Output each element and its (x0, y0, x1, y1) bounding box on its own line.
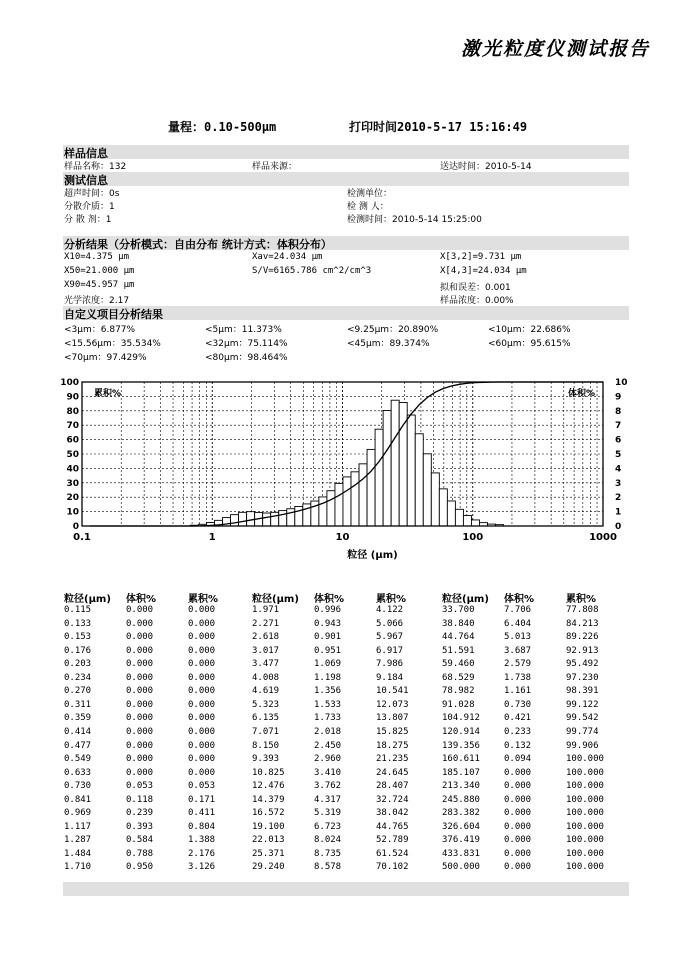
table-cell: 1.388 (188, 835, 216, 846)
table-header: 粒径(μm) (442, 594, 489, 605)
table-cell: 0.000 (126, 645, 154, 656)
custom-item: <10μm：22.686% (488, 325, 571, 335)
left-tick-label: 40 (66, 464, 79, 475)
test-time: 检测时间：2010-5-14 15:25:00 (347, 215, 482, 225)
table-cell: 9.393 (252, 754, 280, 765)
table-cell: 0.000 (188, 605, 216, 615)
left-tick-label: 0 (72, 522, 79, 532)
left-tick-label: 10 (66, 507, 79, 518)
x-axis-label: 粒径 (μm) (347, 550, 398, 561)
report-title: 激光粒度仪测试报告 (460, 38, 650, 60)
table-cell: 5.319 (314, 808, 342, 819)
table-cell: 68.529 (442, 672, 475, 683)
table-cell: 10.541 (376, 686, 409, 697)
right-tick-label: 0 (615, 522, 622, 532)
analysis-title: 分析结果（分析模式：自由分布 统计方式：体积分布） (64, 238, 332, 251)
table-cell: 1.117 (64, 821, 92, 832)
table-cell: 1.287 (64, 835, 92, 846)
volume-bar (423, 454, 431, 526)
table-cell: 326.604 (442, 821, 480, 832)
table-cell: 70.102 (376, 862, 409, 873)
table-cell: 1.161 (504, 686, 532, 697)
right-tick-label: 9 (615, 392, 622, 403)
print-time: 打印时间2010-5-17 15:16:49 (349, 120, 528, 134)
table-cell: 100.000 (566, 781, 604, 792)
table-cell: 0.000 (504, 794, 532, 805)
table-cell: 0.234 (64, 672, 92, 683)
volume-bar (455, 509, 463, 526)
table-cell: 0.730 (64, 781, 92, 792)
table-cell: 89.226 (566, 632, 599, 643)
test-person: 检 测 人： (347, 202, 389, 212)
table-cell: 78.982 (442, 686, 475, 697)
x90-value: X90=45.957 μm (64, 280, 135, 290)
table-cell: 1.198 (314, 672, 342, 683)
table-cell: 213.340 (442, 781, 480, 792)
custom-item: <60μm：95.615% (488, 339, 571, 349)
table-cell: 139.356 (442, 740, 480, 751)
table-cell: 0.393 (126, 821, 154, 832)
xav-value: Xav=24.034 μm (252, 252, 323, 262)
volume-bar (335, 483, 343, 526)
table-cell: 8.150 (252, 740, 280, 751)
volume-bar (415, 434, 423, 526)
table-cell: 120.914 (442, 726, 480, 737)
table-cell: 500.000 (442, 862, 480, 873)
table-cell: 0.000 (188, 699, 216, 710)
table-cell: 5.967 (376, 632, 404, 643)
right-tick-label: 10 (615, 378, 628, 388)
table-cell: 0.000 (188, 632, 216, 643)
table-cell: 52.789 (376, 835, 409, 846)
table-cell: 100.000 (566, 754, 604, 765)
table-cell: 0.000 (188, 754, 216, 765)
table-header: 累积% (566, 594, 597, 605)
table-cell: 0.000 (126, 713, 154, 724)
table-cell: 0.549 (64, 754, 92, 765)
custom-item: <15.56μm：35.534% (64, 339, 161, 349)
table-cell: 0.000 (126, 726, 154, 737)
x32-value: X[3,2]=9.731 μm (440, 252, 522, 262)
volume-bar (463, 515, 471, 526)
left-tick-label: 80 (66, 406, 79, 417)
table-cell: 3.687 (504, 645, 532, 656)
table-cell: 12.476 (252, 781, 285, 792)
table-cell: 6.723 (314, 821, 342, 832)
left-tick-label: 70 (66, 421, 79, 432)
table-cell: 0.841 (64, 794, 92, 805)
volume-bar (391, 400, 399, 526)
x10-value: X10=4.375 μm (64, 252, 130, 262)
table-cell: 0.094 (504, 754, 532, 765)
table-cell: 0.000 (188, 740, 216, 751)
table-cell: 2.271 (252, 618, 280, 629)
table-cell: 4.317 (314, 794, 342, 805)
table-cell: 0.000 (188, 618, 216, 629)
table-cell: 0.000 (188, 767, 216, 778)
table-cell: 0.730 (504, 699, 532, 710)
footer-bar (63, 882, 629, 896)
table-cell: 1.738 (504, 672, 532, 683)
table-cell: 2.176 (188, 848, 216, 859)
send-time: 送达时间：2010-5-14 (440, 162, 532, 172)
table-cell: 3.017 (252, 645, 280, 656)
table-cell: 2.579 (504, 659, 532, 670)
table-cell: 2.960 (314, 754, 342, 765)
table-cell: 9.184 (376, 672, 404, 683)
table-cell: 1.484 (64, 848, 92, 859)
table-cell: 0.000 (504, 767, 532, 778)
table-cell: 0.000 (504, 821, 532, 832)
table-cell: 0.000 (126, 659, 154, 670)
table-cell: 22.013 (252, 835, 285, 846)
table-cell: 0.421 (504, 713, 532, 724)
table-cell: 24.645 (376, 767, 409, 778)
x-tick-label: 10 (335, 532, 350, 543)
table-cell: 0.943 (314, 618, 342, 629)
table-cell: 4.122 (376, 605, 404, 615)
table-cell: 92.913 (566, 645, 599, 656)
table-cell: 18.275 (376, 740, 409, 751)
table-cell: 0.233 (504, 726, 532, 737)
table-cell: 0.000 (126, 632, 154, 643)
table-cell: 0.311 (64, 699, 92, 710)
volume-bar (375, 429, 383, 526)
sample-name: 样品名称：132 (64, 162, 127, 172)
fit-error: 拟和误差：0.001 (440, 283, 511, 293)
custom-title: 自定义项目分析结果 (64, 308, 163, 321)
volume-bar (367, 449, 375, 526)
test-info-bar (63, 172, 629, 186)
volume-bar (447, 501, 455, 526)
x50-value: X50=21.000 μm (64, 266, 135, 276)
table-cell: 100.000 (566, 862, 604, 873)
table-cell: 7.706 (504, 605, 532, 615)
table-cell: 0.000 (126, 767, 154, 778)
ultrasound-time: 超声时间：0s (64, 189, 120, 199)
table-cell: 28.407 (376, 781, 409, 792)
table-cell: 91.028 (442, 699, 475, 710)
table-cell: 5.323 (252, 699, 280, 710)
sample-concentration: 样品浓度：0.00% (440, 296, 514, 306)
x-tick-label: 1 (208, 532, 216, 543)
table-cell: 8.735 (314, 848, 342, 859)
table-cell: 100.000 (566, 848, 604, 859)
table-cell: 0.000 (504, 862, 532, 873)
table-cell: 245.880 (442, 794, 480, 805)
table-cell: 376.419 (442, 835, 480, 846)
table-cell: 0.153 (64, 632, 92, 643)
table-cell: 100.000 (566, 821, 604, 832)
test-unit: 检测单位： (347, 189, 393, 199)
table-cell: 0.053 (126, 781, 154, 792)
table-cell: 77.808 (566, 605, 599, 615)
table-cell: 100.000 (566, 794, 604, 805)
table-cell: 0.359 (64, 713, 92, 724)
table-header: 体积% (504, 594, 535, 605)
sample-source: 样品来源： (252, 162, 298, 172)
table-cell: 3.410 (314, 767, 342, 778)
table-cell: 3.762 (314, 781, 342, 792)
table-cell: 99.542 (566, 713, 599, 724)
x-tick-label: 100 (462, 532, 484, 543)
volume-bar (439, 489, 447, 526)
table-header: 体积% (314, 594, 345, 605)
table-cell: 6.917 (376, 645, 404, 656)
table-cell: 0.115 (64, 605, 92, 615)
table-cell: 3.477 (252, 659, 280, 670)
volume-bar (407, 415, 415, 526)
table-cell: 4.008 (252, 672, 280, 683)
table-cell: 99.906 (566, 740, 599, 751)
table-cell: 0.414 (64, 726, 92, 737)
table-cell: 0.118 (126, 794, 154, 805)
x-tick-label: 1000 (589, 532, 617, 543)
table-cell: 0.000 (126, 754, 154, 765)
volume-bar (279, 511, 287, 526)
table-cell: 2.450 (314, 740, 342, 751)
table-cell: 99.774 (566, 726, 599, 737)
right-tick-label: 3 (615, 478, 622, 489)
table-cell: 283.382 (442, 808, 480, 819)
sample-info-bar (63, 145, 629, 159)
table-cell: 0.477 (64, 740, 92, 751)
table-cell: 4.619 (252, 686, 280, 697)
table-cell: 0.000 (126, 672, 154, 683)
table-cell: 0.788 (126, 848, 154, 859)
table-cell: 0.239 (126, 808, 154, 819)
table-cell: 97.230 (566, 672, 599, 683)
custom-item: <70μm：97.429% (64, 353, 147, 363)
custom-item: <5μm：11.373% (205, 325, 282, 335)
table-cell: 104.912 (442, 713, 480, 724)
table-cell: 59.460 (442, 659, 475, 670)
table-cell: 7.071 (252, 726, 280, 737)
volume-bar (287, 509, 295, 526)
custom-item: <3μm：6.877% (64, 325, 136, 335)
volume-bar (359, 464, 367, 526)
dispersion-medium: 分散介质：1 (64, 202, 115, 212)
table-cell: 0.969 (64, 808, 92, 819)
table-cell: 185.107 (442, 767, 480, 778)
table-cell: 10.825 (252, 767, 285, 778)
table-cell: 12.073 (376, 699, 409, 710)
table-cell: 0.804 (188, 821, 216, 832)
sv-value: S/V=6165.786 cm^2/cm^3 (252, 266, 372, 276)
table-cell: 0.000 (188, 672, 216, 683)
table-cell: 0.996 (314, 605, 342, 615)
table-cell: 6.404 (504, 618, 532, 629)
table-cell: 0.000 (188, 645, 216, 656)
table-cell: 8.578 (314, 862, 342, 873)
table-cell: 13.807 (376, 713, 409, 724)
table-cell: 14.379 (252, 794, 285, 805)
table-cell: 1.971 (252, 605, 280, 615)
volume-bar (271, 512, 279, 526)
table-cell: 0.000 (504, 808, 532, 819)
table-cell: 0.901 (314, 632, 342, 643)
right-tick-label: 4 (615, 464, 622, 475)
volume-bar (247, 512, 255, 526)
table-cell: 15.825 (376, 726, 409, 737)
table-cell: 44.765 (376, 821, 409, 832)
left-tick-label: 90 (66, 392, 79, 403)
table-cell: 1.533 (314, 699, 342, 710)
x43-value: X[4,3]=24.034 μm (440, 266, 527, 276)
left-tick-label: 100 (60, 378, 79, 388)
test-info-title: 测试信息 (64, 174, 108, 187)
right-tick-label: 1 (615, 507, 622, 518)
table-cell: 16.572 (252, 808, 285, 819)
table-cell: 0.000 (504, 848, 532, 859)
table-cell: 0.176 (64, 645, 92, 656)
table-cell: 0.000 (188, 726, 216, 737)
table-cell: 3.126 (188, 862, 216, 873)
table-cell: 2.618 (252, 632, 280, 643)
table-cell: 0.132 (504, 740, 532, 751)
table-cell: 1.710 (64, 862, 92, 873)
table-header: 累积% (376, 594, 407, 605)
table-cell: 0.411 (188, 808, 216, 819)
volume-bar (471, 520, 479, 526)
volume-bar (343, 477, 351, 526)
sample-info-title: 样品信息 (64, 147, 108, 160)
table-cell: 0.000 (126, 740, 154, 751)
table-cell: 0.950 (126, 862, 154, 873)
table-cell: 0.000 (188, 686, 216, 697)
right-axis-label: 体积% (567, 389, 595, 399)
table-cell: 44.764 (442, 632, 475, 643)
table-cell: 0.000 (188, 659, 216, 670)
volume-bar (431, 473, 439, 526)
left-tick-label: 50 (66, 450, 79, 460)
table-cell: 25.371 (252, 848, 285, 859)
optical-concentration: 光学浓度：2.17 (64, 296, 130, 306)
table-cell: 38.840 (442, 618, 475, 629)
table-cell: 5.066 (376, 618, 404, 629)
left-tick-label: 30 (66, 478, 79, 489)
table-cell: 1.356 (314, 686, 342, 697)
table-cell: 38.042 (376, 808, 409, 819)
left-tick-label: 60 (66, 435, 79, 446)
table-cell: 0.000 (126, 605, 154, 615)
table-cell: 0.000 (126, 699, 154, 710)
table-cell: 61.524 (376, 848, 409, 859)
volume-bar (231, 515, 239, 526)
table-cell: 0.053 (188, 781, 216, 792)
table-cell: 0.000 (126, 618, 154, 629)
left-axis-label: 累积% (94, 389, 122, 399)
volume-bar (239, 512, 247, 526)
table-cell: 100.000 (566, 767, 604, 778)
table-cell: 98.391 (566, 686, 599, 697)
table-cell: 100.000 (566, 835, 604, 846)
table-cell: 8.024 (314, 835, 342, 846)
table-cell: 5.013 (504, 632, 532, 643)
table-cell: 0.270 (64, 686, 92, 697)
right-tick-label: 5 (615, 450, 622, 460)
right-tick-label: 8 (615, 406, 622, 417)
table-cell: 0.633 (64, 767, 92, 778)
custom-item: <80μm：98.464% (205, 353, 288, 363)
table-cell: 433.831 (442, 848, 480, 859)
table-cell: 32.724 (376, 794, 409, 805)
table-cell: 0.203 (64, 659, 92, 670)
custom-item: <9.25μm：20.890% (347, 325, 439, 335)
right-tick-label: 7 (615, 421, 622, 432)
table-cell: 0.171 (188, 794, 216, 805)
custom-item: <45μm：89.374% (347, 339, 430, 349)
table-cell: 0.000 (504, 781, 532, 792)
table-cell: 6.135 (252, 713, 280, 724)
table-cell: 0.000 (126, 686, 154, 697)
table-header: 粒径(μm) (64, 594, 111, 605)
table-header: 粒径(μm) (252, 594, 299, 605)
volume-bar (351, 472, 359, 526)
table-header: 累积% (188, 594, 219, 605)
table-cell: 0.000 (504, 835, 532, 846)
table-cell: 29.240 (252, 862, 285, 873)
table-cell: 19.100 (252, 821, 285, 832)
table-cell: 33.700 (442, 605, 475, 615)
right-tick-label: 6 (615, 435, 622, 446)
table-cell: 51.591 (442, 645, 475, 656)
table-cell: 0.133 (64, 618, 92, 629)
left-tick-label: 20 (66, 493, 79, 504)
table-cell: 99.122 (566, 699, 599, 710)
table-cell: 7.986 (376, 659, 404, 670)
table-cell: 0.000 (188, 713, 216, 724)
table-header: 体积% (126, 594, 157, 605)
volume-bar (263, 513, 271, 526)
table-cell: 100.000 (566, 808, 604, 819)
right-tick-label: 2 (615, 493, 622, 504)
table-cell: 1.733 (314, 713, 342, 724)
x-tick-label: 0.1 (73, 532, 91, 543)
table-cell: 160.611 (442, 754, 480, 765)
table-cell: 21.235 (376, 754, 409, 765)
table-cell: 1.069 (314, 659, 342, 670)
volume-bar (327, 491, 335, 526)
measurement-range: 量程：0.10-500μm (168, 120, 277, 134)
table-cell: 2.018 (314, 726, 342, 737)
table-cell: 0.584 (126, 835, 154, 846)
particle-size-chart (60, 374, 635, 568)
custom-item: <32μm：75.114% (205, 339, 288, 349)
table-cell: 95.492 (566, 659, 599, 670)
table-cell: 0.951 (314, 645, 342, 656)
table-cell: 84.213 (566, 618, 599, 629)
dispersant: 分 散 剂：1 (64, 215, 112, 225)
volume-bar (383, 410, 391, 526)
